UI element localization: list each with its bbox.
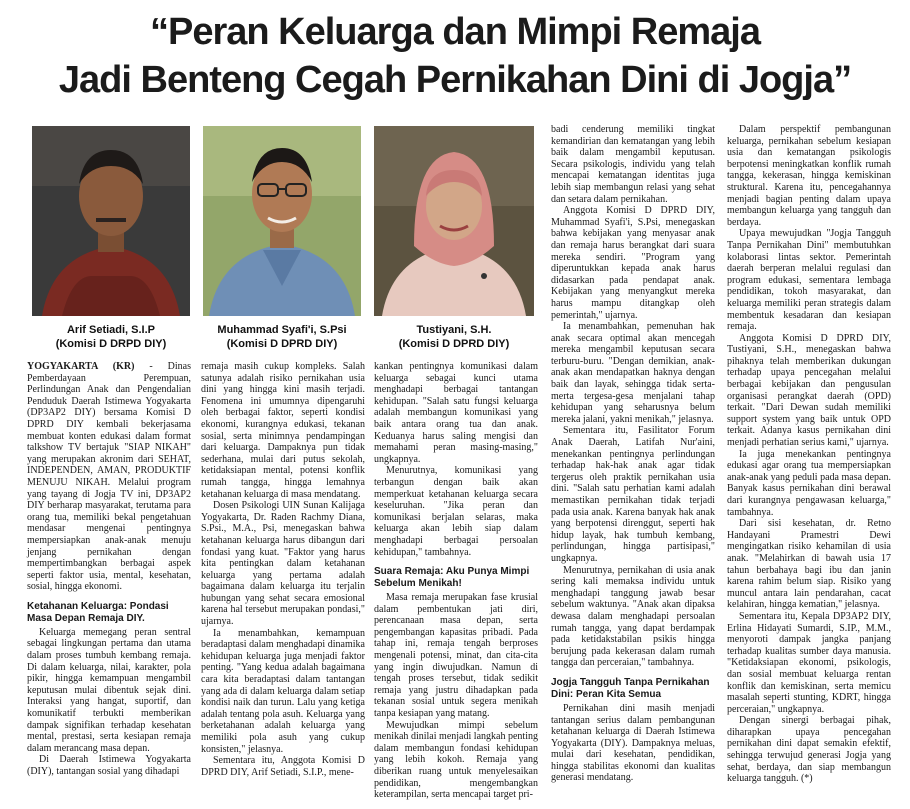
paragraph: Dalam perspektif pembangunan keluarga, pernikahan sebelum kesiapan usia dan kematangan psikologis berpotensi meningkatkan konflik rumah tangga, kekerasan, hingga kemiskinan struktural. Karena itu, pencegahannya menjadi bagian penting dalam upaya membangun keluarga yang tangguh dan berdaya. [727,124,891,228]
paragraph: Anggota Komisi D DPRD DIY, Tustiyani, S.H., menegaskan bahwa pihaknya telah memberikan dukungan terhadap upaya pencegahan melalui berbagai kebijakan dan pengusulan organisasi perangkat daerah (OPD) terkait. "Dari Dewan sudah memiliki support system yang baik untuk OPD terkait. Adanya kasus pernikahan dini menjadi perhatian serius kami," ujarnya. [727,332,891,449]
photo-name: Arif Setiadi, S.I.P [66,324,156,336]
paragraph: Ia menambahkan, pemenuhan hak anak secara optimal akan mencegah mereka mengambil keputusan secara terburu-buru. "Dengan demikian, anak-anak akan mendapatkan haknya dengan baik dan layak, sehingga tidak serta-merta tergesa-gesa menjalani tahap kehidupan yang seharusnya belum mereka jalani, yakni menikah," jelasnya. [551,321,715,425]
paragraph: Menurutnya, komunikasi yang terbangun dengan baik akan memperkuat ketahanan keluarga secara keseluruhan. "Jika peran dan komunikasi berjalan selaras, maka keluarga akan lebih siap dalam menghadapi berbagai persoalan kehidupan," tambahnya. [374,465,538,558]
paragraph: Menurutnya, pernikahan di usia anak sering kali memaksa individu untuk menghadapi tanggung jawab besar sebelum waktunya. "Anak akan dipaksa dewasa dalam menghadapi persoalan rumah tangga, yang dapat berdampak pada ketidakstabilan psikis hingga berujung pada kekerasan dalam rumah tangga dan perceraian," tambahnya. [551,564,715,669]
paragraph: Upaya mewujudkan "Jogja Tangguh Tanpa Pernikahan Dini" membutuhkan kolaborasi lintas sektor. Pemerintah daerah berperan melalui regulasi dan program edukasi, sementara lembaga pendidikan, tokoh masyarakat, dan keluarga memiliki peran strategis dalam membentuk kesadaran dan kesiapan remaja. [727,228,891,333]
paragraph: Keluarga memegang peran sentral sebagai lingkungan pertama dan utama dalam proses tumbuh kembang remaja. Di dalam keluarga, nilai, karakter, pola pikir, hingga kemampuan mengambil keputusan mulai dibentuk sejak dini. Interaksi yang hangat, suportif, dan komunikatif terbukti memberikan dampak signifikan terhadap kesehatan mental, prestasi, serta kesiapan remaja dalam merancang masa depan. [27,626,191,754]
photo-role: (Komisi D DPRD DIY) [398,338,510,350]
paragraph: Ia menambahkan, kemampuan beradaptasi dalam menghadapi dinamika kehidupan keluarga juga menjadi faktor penting. "Yang kedua adalah bagaimana cara kita beradaptasi dalam tantangan yang ada di dalam keluarga dalam setiap kondisi naik dan turun. Lalu yang ketiga adalah tentang pola asuh. Keluarga yang berketahanan adalah keluarga yang memiliki pola asuh yang cukup konsisten," jelasnya. [201,627,365,755]
subheading-1: Ketahanan Keluarga: Pondasi Masa Depan Remaja DIY. [27,600,169,624]
lead-text: - Dinas Pemberdayaan Perempuan, Perlindungan Anak dan Pengendalian Penduduk Daerah Istimewa Yogyakarta (DP3AP2 DIY) bersama Komisi D DPRD DIY kembali bekerjasama membuat konten edukasi dalam format talkshow TV bertajuk "SIAP NIKAH" yang merupakan akronim dari SEHAT, INDEPENDEN, AMAN, PRODUKTIF MENUJU NIKAH. Melalui program yang tayang di Jogja TV ini, DP3AP2 DIY berharap masyarakat, terutama para orang tua, memiliki bekal pengetahuan mendasar mengenai pentingnya mempersiapkan anak-anak menuju jenjang pernikahan dengan mempertimbangkan berbagai aspek seperti faktor usia, mental, kesehatan, sosial, hingga ekonomi. [27,361,191,593]
dateline: YOGYAKARTA (KR) [27,361,135,372]
paragraph: Pernikahan dini masih menjadi tantangan serius dalam pembangunan ketahanan keluarga di Daerah Istimewa Yogyakarta (DIY). Dampaknya meluas, mulai dari kesehatan, pendidikan, hingga stabilitas ekonomi dan kualitas generasi mendatang. [551,702,715,784]
article-column-3 [374,361,538,801]
caption-2 [203,323,361,351]
paragraph: remaja masih cukup kompleks. Salah satunya adalah risiko pernikahan usia dini yang hingga kini masih terjadi. Fenomena ini umumnya dipengaruhi oleh berbagai faktor, seperti kondisi ekonomi, kurangnya edukasi, tekanan sosial, serta minimnya pendampingan dari keluarga. Dampaknya pun tidak sederhana, mulai dari putus sekolah, ketidaksiapan mental, potensi konflik rumah tangga, hingga lemahnya ketahanan keluarga di masa mendatang. [201,361,365,500]
headline-line-1: “Peran Keluarga dan Mimpi Remaja [150,11,760,53]
paragraph: Mewujudkan mimpi sebelum menikah dinilai menjadi langkah penting dalam membangun fondasi kehidupan yang lebih kokoh. Remaja yang diberikan ruang untuk menyelesaikan pendidikan, mengembangkan keterampilan, serta mencapai target pri- [374,719,538,801]
paragraph: Masa remaja merupakan fase krusial dalam pembentukan jati diri, perencanaan masa depan, serta pengembangan kapasitas pribadi. Pada tahap ini, remaja tengah berproses mengenali potensi, minat, dan cita-cita yang ingin diwujudkan. Namun di tengah proses tersebut, tidak sedikit remaja yang justru dihadapkan pada tekanan sosial untuk segera menikah tanpa kesiapan yang matang. [374,592,538,720]
subheading-3: Suara Remaja: Aku Punya Mimpi Sebelum Menikah! [374,566,530,590]
photo-role: (Komisi D DPRD DIY) [226,338,338,350]
photo-tustiyani [374,126,534,316]
photo-role: (Komisi D DRPD DIY) [55,338,167,350]
article-column-1 [27,361,191,778]
paragraph: Sementara itu, Anggota Komisi D DPRD DIY, Arif Setiadi, S.I.P., mene- [201,755,365,778]
paragraph: badi cenderung memiliki tingkat kemandirian dan kematangan yang lebih baik dalam mengambil keputusan. Secara psikologis, individu yang telah mencapai kematangan identitas juga lebih siap membangun relasi yang sehat dan setara dalam pernikahan. [551,124,715,205]
headline-line-2: Jadi Benteng Cegah Pernikahan Dini di Jogja” [58,59,852,101]
subheading-4: Jogja Tangguh Tanpa Pernikahan Dini: Peran Kita Semua [551,676,710,700]
paragraph: Di Daerah Istimewa Yogyakarta (DIY), tantangan sosial yang dihadapi [27,754,191,777]
paragraph: Ia juga menekankan pentingnya edukasi agar orang tua mempersiapkan anak-anak yang peduli pada masa depan. Banyak kasus pernikahan dini berawal dari kurangnya pengawasan keluarga," tambahnya. [727,448,891,518]
caption-1 [32,323,190,351]
paragraph [27,361,191,593]
article-column-2 [201,361,365,778]
caption-3 [374,323,534,351]
photo-name: Tustiyani, S.H. [416,324,492,336]
paragraph: Dosen Psikologi UIN Sunan Kalijaga Yogyakarta, Dr. Raden Rachmy Diana, S.Psi., M.A., Psi, menegaskan bahwa ketahanan keluarga harus dibangun dari fondasi yang kuat. "Faktor yang harus kita pentingkan dalam ketahanan keluarga yang pertama adalah bagaimana dalam keluarga itu terjalin hubungan yang sehat secara emosional karena hal tersebut merupakan pondasi," ujarnya. [201,500,365,628]
paragraph: Sementara itu, Fasilitator Forum Anak Daerah, Latifah Nur'aini, menekankan pentingnya perlindungan terhadap hak-hak anak agar tidak tergerus oleh praktik pernikahan usia dini. "Salah satu perhatian kami adalah memastikan pernikahan tidak terjadi pada usia anak. Karena banyak hak anak yang berpotensi direnggut, seperti hak hidup layak, hak tumbuh kembang, perlindungan, hingga partisipasi," ungkapnya. [551,425,715,564]
photo-name: Muhammad Syafi'i, S.Psi [217,324,347,336]
article-column-5 [727,124,891,785]
headline [0,8,910,104]
paragraph: kankan pentingnya komunikasi dalam keluarga sebagai kunci utama menghadapi berbagai tantangan kehidupan. "Salah satu fungsi keluarga adalah membangun komunikasi yang baik antara orang tua dan anak. Keduanya harus saling mengisi dan memahami peran masing-masing," ungkapnya. [374,361,538,465]
photo-arif-setiadi [32,126,190,316]
article-column-4 [551,124,715,784]
paragraph: Dari sisi kesehatan, dr. Retno Handayani Pramestri Dewi mengingatkan risiko kehamilan di usia anak. "Melahirkan di bawah usia 17 tahun berbahaya bagi ibu dan janin karena rahim belum siap. Risiko yang muncul antara lain pendarahan, cacat kelahiran, hingga kematian," jelasnya. [727,518,891,611]
paragraph: Sementara itu, Kepala DP3AP2 DIY, Erlina Hidayati Sumardi, S.IP., M.M., menyoroti dampak jangka panjang terhadap kualitas sumber daya manusia. "Ketidaksiapan ekonomi, psikologis, dan sosial membuat keluarga rentan konflik dan kemiskinan, serta memicu masalah seperti stunting, KDRT, hingga perceraian," ungkapnya. [727,610,891,715]
paragraph: Dengan sinergi berbagai pihak, diharapkan upaya pencegahan pernikahan dini dapat semakin efektif, sehingga terwujud generasi Jogja yang sehat, berdaya, dan siap membangun keluarga tangguh. (*) [727,715,891,785]
photo-muhammad-syafii [203,126,361,316]
paragraph: Anggota Komisi D DPRD DIY, Muhammad Syafi'i, S.Psi, menegaskan bahwa kebijakan yang menyasar anak dan remaja harus berangkat dari suara mereka sendiri. "Program yang diperuntukkan kepada anak harus didasarkan pada pendapat anak. Kebijakan yang menyangkut mereka harus mampu ditangkap oleh pemerintah," ujarnya. [551,205,715,321]
